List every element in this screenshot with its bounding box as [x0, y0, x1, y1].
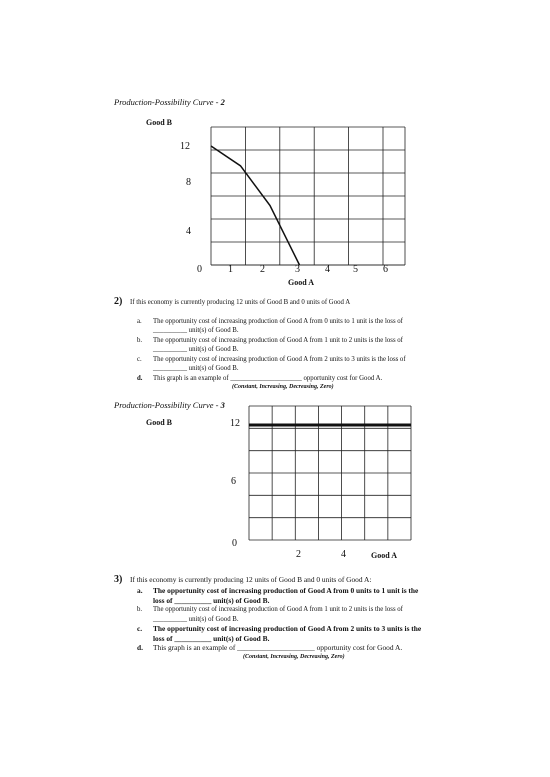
graph1-ytick-4: 4	[186, 226, 191, 237]
graph2-title-number: 3	[220, 400, 225, 410]
q2-item-b-line1: The opportunity cost of increasing production of Good A from 1 unit to 2 units is the loss of	[153, 337, 403, 344]
q3-item-b-line1: The opportunity cost of increasing production of Good A from 1 unit to 2 units is the loss of	[153, 606, 403, 613]
graph1-xtick-6: 6	[383, 264, 388, 275]
q2-item-a-line1: The opportunity cost of increasing production of Good A from 0 units to 1 unit is the loss of	[153, 318, 403, 325]
q3-item-c	[137, 624, 467, 643]
q3-item-c-line1: The opportunity cost of increasing production of Good A from 2 units to 3 units is the	[153, 624, 422, 633]
graph1-ytick-12: 12	[180, 141, 190, 152]
graph2-xtick-4: 4	[341, 549, 346, 560]
q2-item-d-letter: d.	[137, 375, 143, 382]
graph1-xtick-2: 2	[260, 264, 265, 275]
q2-number: 2)	[114, 296, 123, 307]
graph2-xtick-2: 2	[296, 549, 301, 560]
q2-item-a-line2: __________ unit(s) of Good B.	[153, 327, 239, 334]
q3-item-a	[137, 586, 467, 605]
q2-item-b-letter: b.	[137, 337, 143, 344]
graph2-y-axis-label: Good B	[146, 418, 173, 427]
q3-item-b-letter: b.	[137, 606, 143, 613]
q2-item-d-line1: This graph is an example of _____________________ opportunity cost for Good A.	[153, 375, 383, 382]
q3-intro: If this economy is currently producing 12 units of Good B and 0 units of Good A:	[130, 575, 372, 584]
q3-number: 3)	[114, 574, 123, 585]
q3-item-d-letter: d.	[137, 643, 143, 652]
graph2-ytick-0: 0	[232, 538, 237, 549]
q2-item-c-letter: c.	[137, 356, 142, 363]
graph1-ytick-8: 8	[186, 177, 191, 188]
q3-item-a-line2: loss of __________ unit(s) of Good B.	[153, 595, 270, 605]
q3-options-note: (Constant, Increasing, Decreasing, Zero)	[243, 654, 345, 660]
graph1-xtick-3: 3	[295, 264, 300, 275]
q2-item-a-letter: a.	[137, 318, 142, 325]
graph2-ytick-12: 12	[230, 418, 240, 429]
q3-item-b-line2: __________ unit(s) of Good B.	[153, 615, 239, 623]
graph1-x-axis-label: Good A	[288, 278, 315, 287]
graph2-ytick-6: 6	[231, 476, 236, 487]
graph1-title-number: 2	[220, 97, 225, 107]
graph1-xtick-0: 0	[197, 264, 202, 275]
q3-item-b	[137, 605, 467, 624]
q2-item-c-line2: __________ unit(s) of Good B.	[153, 365, 239, 372]
q3-item-a-line1: The opportunity cost of increasing production of Good A from 0 units to 1 unit is the	[153, 586, 419, 595]
graph1-xtick-4: 4	[325, 264, 330, 275]
q3-item-c-line2: loss of __________ unit(s) of Good B.	[153, 633, 270, 643]
q3-item-d	[137, 643, 467, 653]
q3-item-a-letter: a.	[137, 586, 143, 595]
q2-item-c-line1: The opportunity cost of increasing production of Good A from 2 units to 3 units is the loss of	[153, 356, 406, 363]
graph1-xtick-5: 5	[353, 264, 358, 275]
q3-item-c-letter: c.	[137, 624, 143, 633]
graph1-title-prefix: Production-Possibility Curve -	[114, 97, 221, 107]
q2-options-note: (Constant, Increasing, Decreasing, Zero)	[232, 384, 334, 390]
q3-item-d-line1: This graph is an example of _____________________ opportunity cost for Good A.	[153, 643, 403, 652]
q2-intro: If this economy is currently producing 12 units of Good B and 0 units of Good A	[130, 299, 351, 306]
graph1-y-axis-label: Good B	[146, 118, 173, 127]
graph2-title-prefix: Production-Possibility Curve -	[114, 400, 221, 410]
q3-items	[137, 586, 467, 653]
graph1-xtick-1: 1	[228, 264, 233, 275]
q2-item-b-line2: __________ unit(s) of Good B.	[153, 346, 239, 353]
graph2-x-axis-label: Good A	[371, 551, 398, 560]
